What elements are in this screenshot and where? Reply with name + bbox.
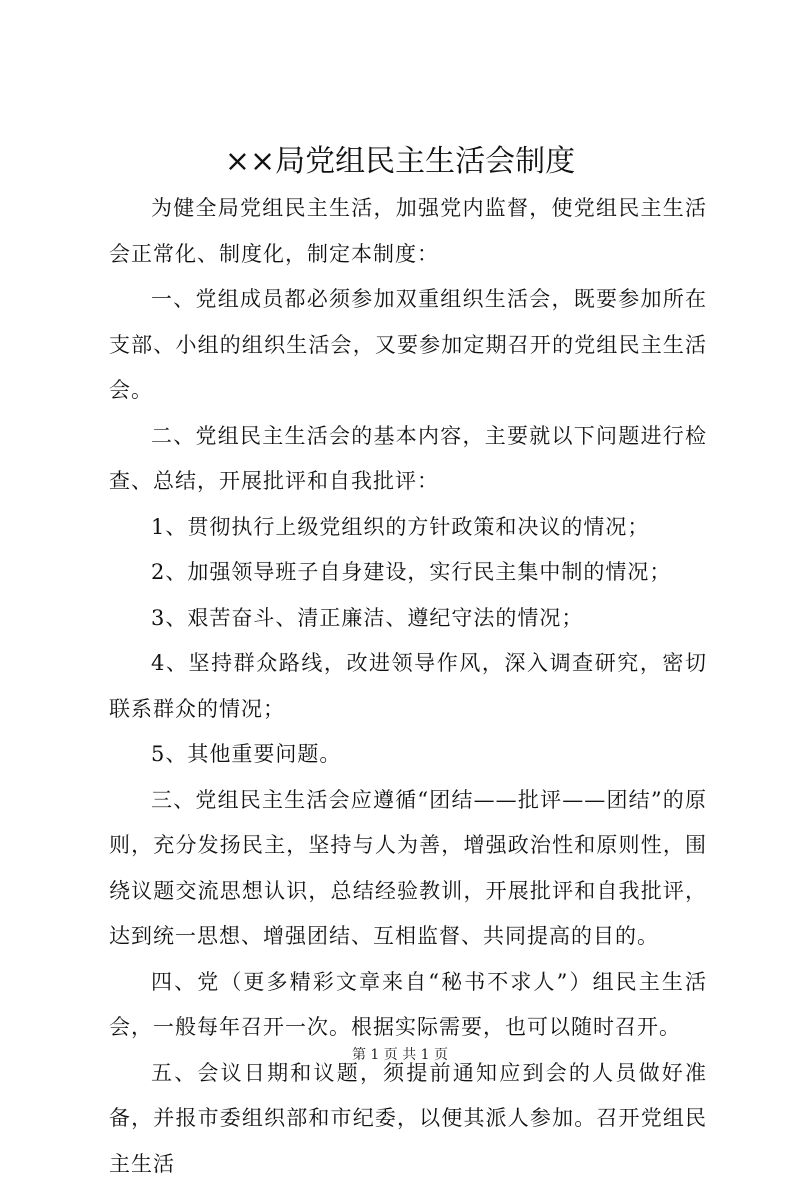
clause-1-paragraph: 一、党组成员都必须参加双重组织生活会，既要参加所在支部、小组的组织生活会，又要参加定期召开的党组民主生活会。 xyxy=(109,277,707,414)
item-3-paragraph: 3、艰苦奋斗、清正廉洁、遵纪守法的情况； xyxy=(109,596,707,642)
page-number-footer: 第 1 页 共 1 页 xyxy=(0,1045,800,1065)
clause-3-paragraph: 三、党组民主生活会应遵循“团结——批评——团结”的原则，充分发扬民主，坚持与人为善，增强政治性和原则性，围绕议题交流思想认识，总结经验教训，开展批评和自我批评，达到统一思想、增强团结、互相监督、共同提高的目的。 xyxy=(109,778,707,960)
intro-paragraph: 为健全局党组民主生活，加强党内监督，使党组民主生活会正常化、制度化，制定本制度： xyxy=(109,186,707,277)
item-1-paragraph: 1、贯彻执行上级党组织的方针政策和决议的情况； xyxy=(109,505,707,551)
item-4-paragraph: 4、坚持群众路线，改进领导作风，深入调查研究，密切联系群众的情况； xyxy=(109,641,707,732)
clause-5-paragraph: 五、会议日期和议题，须提前通知应到会的人员做好准备，并报市委组织部和市纪委，以便其派人参加。召开党组民主生活 xyxy=(109,1051,707,1187)
item-2-paragraph: 2、加强领导班子自身建设，实行民主集中制的情况； xyxy=(109,550,707,596)
clause-2-paragraph: 二、党组民主生活会的基本内容，主要就以下问题进行检查、总结，开展批评和自我批评： xyxy=(109,414,707,505)
document-body xyxy=(109,186,707,1187)
clause-4-paragraph: 四、党（更多精彩文章来自“秘书不求人”）组民主生活会，一般每年召开一次。根据实际需要，也可以随时召开。 xyxy=(109,960,707,1051)
document-title: ××局党组民主生活会制度 xyxy=(0,140,800,184)
item-5-paragraph: 5、其他重要问题。 xyxy=(109,732,707,778)
